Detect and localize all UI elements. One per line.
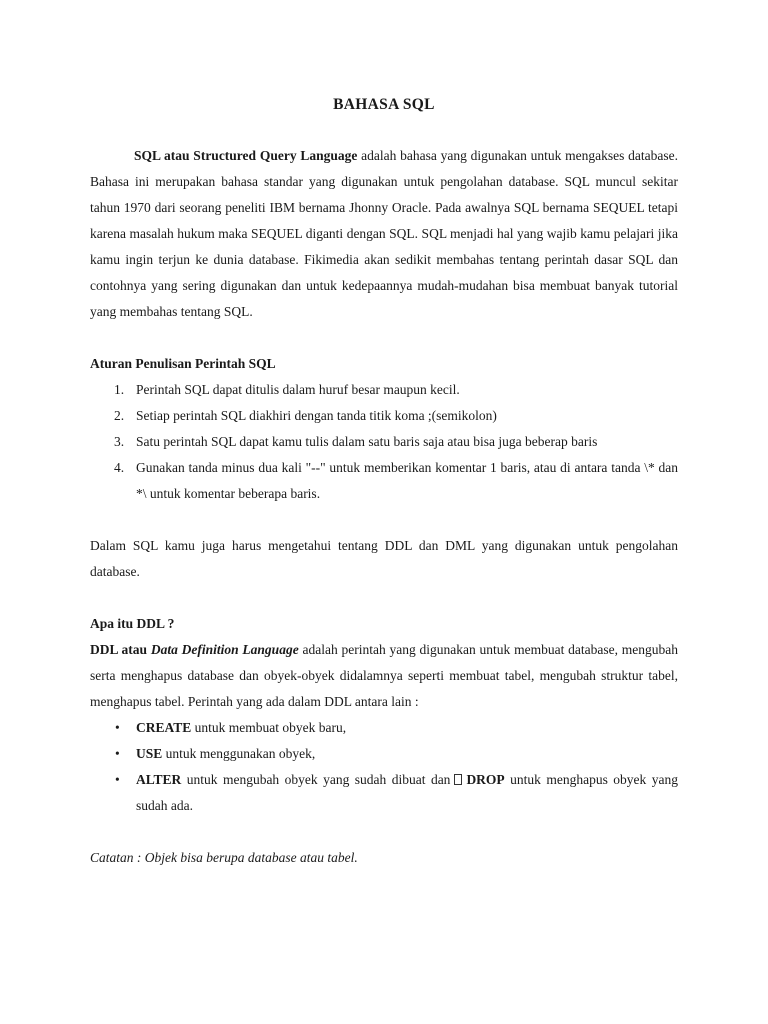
list-item: [90, 455, 678, 507]
intro-lead: SQL atau Structured Query Language: [134, 148, 358, 163]
list-item: [90, 715, 678, 741]
list-item: [90, 429, 678, 455]
bullet-icon: •: [115, 772, 120, 787]
ddl-heading: Apa itu DDL ?: [90, 616, 175, 631]
list-item: [90, 377, 678, 403]
command-description: untuk menggunakan obyek,: [162, 746, 316, 761]
list-item: [90, 767, 678, 819]
ddl-term-expansion: Data Definition Language: [150, 642, 299, 657]
note-text: Catatan : Objek bisa berupa database atau tabel.: [90, 850, 358, 865]
command-keyword: CREATE: [136, 720, 192, 735]
list-number: 4.: [114, 460, 125, 475]
spacer: [90, 585, 678, 611]
ddl-commands-list: [90, 715, 678, 819]
rules-list: [90, 377, 678, 507]
command-description: untuk menghapus obyek yang sudah ada.: [136, 772, 678, 813]
spacer: [90, 325, 678, 351]
spacer: [90, 507, 678, 533]
command-description: untuk membuat obyek baru,: [191, 720, 347, 735]
list-text: Perintah SQL dapat ditulis dalam huruf besar maupun kecil.: [136, 382, 460, 397]
list-number: 1.: [114, 382, 125, 397]
missing-glyph-icon: [454, 774, 462, 785]
list-number: 3.: [114, 434, 125, 449]
ddl-definition: [90, 637, 678, 715]
ddl-definition-body: adalah perintah yang digunakan untuk membuat database, mengubah serta menghapus database dan obyek-obyek didalamnya seperti membuat tabel, mengubah struktur tabel, menghapus tabel. Perintah yang ada dalam DDL antara lain :: [90, 642, 678, 709]
document-content: [90, 92, 678, 871]
list-number: 2.: [114, 408, 125, 423]
list-item: [90, 741, 678, 767]
command-keyword: DROP: [466, 772, 505, 787]
list-text: Setiap perintah SQL diakhiri dengan tanda titik koma ;(semikolon): [136, 408, 497, 423]
list-text: Gunakan tanda minus dua kali "--" untuk memberikan komentar 1 baris, atau di antara tanda \* dan *\ untuk komentar beberapa baris.: [136, 460, 678, 501]
ddl-dml-paragraph: Dalam SQL kamu juga harus mengetahui tentang DDL dan DML yang digunakan untuk pengolahan database.: [90, 538, 678, 579]
bullet-icon: •: [115, 746, 120, 761]
list-item: [90, 403, 678, 429]
spacer: [90, 819, 678, 845]
ddl-term: DDL atau: [90, 642, 151, 657]
intro-body: adalah bahasa yang digunakan untuk mengakses database. Bahasa ini merupakan bahasa standar yang digunakan untuk pengolahan database. SQL muncul sekitar tahun 1970 dari seorang peneliti IBM bernama Jhonny Oracle. Pada awalnya SQL bernama SEQUEL tetapi karena masalah hukum maka SEQUEL diganti dengan SQL. SQL menjadi hal yang wajib kamu pelajari jika kamu ingin terjun ke dunia database. Fikimedia akan sedikit membahas tentang perintah dasar SQL dan contohnya yang sering digunakan dan untuk kedepaannya mudah-mudahan bisa membuat banyak tutorial yang membahas tentang SQL.: [90, 148, 679, 319]
command-keyword: USE: [136, 746, 163, 761]
command-keyword: ALTER: [136, 772, 182, 787]
bullet-icon: •: [115, 720, 120, 735]
command-description: untuk mengubah obyek yang sudah dibuat dan: [181, 772, 451, 787]
intro-paragraph: [90, 143, 678, 325]
list-text: Satu perintah SQL dapat kamu tulis dalam satu baris saja atau bisa juga beberap baris: [136, 434, 598, 449]
rules-heading: Aturan Penulisan Perintah SQL: [90, 356, 276, 371]
page-title: BAHASA SQL: [333, 96, 435, 113]
